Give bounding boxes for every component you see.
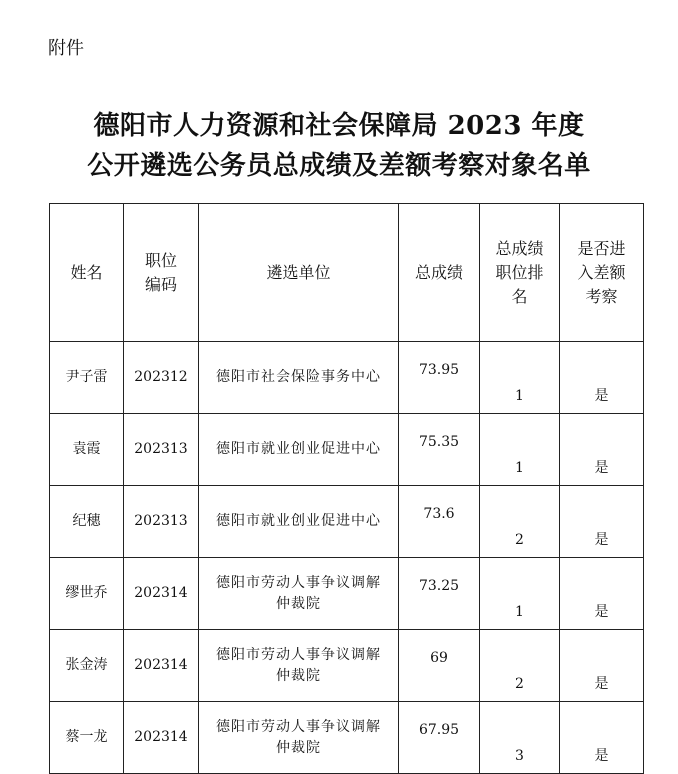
- cell-unit: 德阳市劳动人事争议调解 仲裁院: [199, 558, 399, 630]
- cell-unit: 德阳市社会保险事务中心: [199, 342, 399, 414]
- cell-unit: 德阳市劳动人事争议调解 仲裁院: [199, 702, 399, 774]
- table-row: [50, 630, 644, 702]
- cell-total-score: 73.25: [399, 558, 480, 630]
- cell-rank: 1: [480, 414, 560, 486]
- header-unit: 遴选单位: [199, 204, 399, 342]
- table-header-row: [50, 204, 644, 342]
- cell-position-code: 202314: [124, 630, 199, 702]
- cell-unit: 德阳市劳动人事争议调解 仲裁院: [199, 630, 399, 702]
- cell-name: 袁霞: [50, 414, 124, 486]
- cell-inspection: 是: [560, 630, 644, 702]
- title-line-2: 公开遴选公务员总成绩及差额考察对象名单: [87, 151, 591, 181]
- cell-total-score: 75.35: [399, 414, 480, 486]
- attachment-label: 附件: [48, 38, 84, 59]
- cell-inspection: 是: [560, 486, 644, 558]
- cell-name: 尹子雷: [50, 342, 124, 414]
- cell-rank: 1: [480, 342, 560, 414]
- cell-name: 纪穗: [50, 486, 124, 558]
- cell-name: 缪世乔: [50, 558, 124, 630]
- cell-total-score: 73.6: [399, 486, 480, 558]
- cell-total-score: 67.95: [399, 702, 480, 774]
- cell-inspection: 是: [560, 558, 644, 630]
- cell-name: 张金涛: [50, 630, 124, 702]
- table-row: [50, 486, 644, 558]
- cell-rank: 1: [480, 558, 560, 630]
- cell-total-score: 73.95: [399, 342, 480, 414]
- cell-rank: 2: [480, 630, 560, 702]
- cell-inspection: 是: [560, 702, 644, 774]
- table-row: [50, 342, 644, 414]
- table-row: [50, 702, 644, 774]
- cell-inspection: 是: [560, 342, 644, 414]
- cell-position-code: 202312: [124, 342, 199, 414]
- cell-rank: 2: [480, 486, 560, 558]
- title-line-1: 德阳市人力资源和社会保障局 2023 年度: [93, 111, 585, 141]
- header-rank: 总成绩 职位排 名: [480, 204, 560, 342]
- cell-unit: 德阳市就业创业促进中心: [199, 486, 399, 558]
- cell-position-code: 202313: [124, 486, 199, 558]
- header-total-score: 总成绩: [399, 204, 480, 342]
- header-position-code: 职位 编码: [124, 204, 199, 342]
- table-row: [50, 414, 644, 486]
- cell-name: 蔡一龙: [50, 702, 124, 774]
- cell-rank: 3: [480, 702, 560, 774]
- table-row: [50, 558, 644, 630]
- cell-position-code: 202313: [124, 414, 199, 486]
- cell-position-code: 202314: [124, 558, 199, 630]
- cell-total-score: 69: [399, 630, 480, 702]
- cell-position-code: 202314: [124, 702, 199, 774]
- cell-inspection: 是: [560, 414, 644, 486]
- candidate-table: [49, 203, 644, 774]
- header-inspection: 是否进 入差额 考察: [560, 204, 644, 342]
- header-name: 姓名: [50, 204, 124, 342]
- cell-unit: 德阳市就业创业促进中心: [199, 414, 399, 486]
- document-title: [0, 106, 678, 186]
